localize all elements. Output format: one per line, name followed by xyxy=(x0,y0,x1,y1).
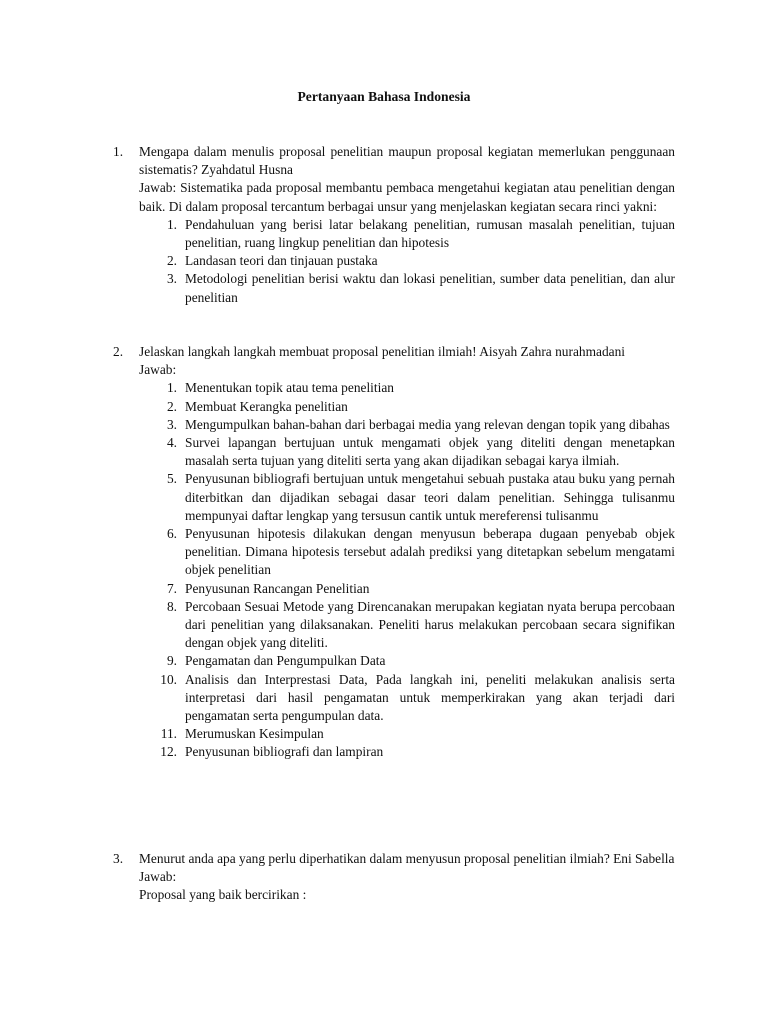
list-item-number: 2. xyxy=(166,398,177,414)
list-item-text: Pengamatan dan Pengumpulkan Data xyxy=(185,653,386,669)
list-item xyxy=(113,398,675,416)
list-item-text: Membuat Kerangka penelitian xyxy=(185,398,348,414)
list-item xyxy=(113,252,675,270)
list-item-number: 9. xyxy=(166,653,177,669)
list-item-text: Penyusunan bibliografi dan lampiran xyxy=(185,744,384,760)
answer-text: Proposal yang baik bercirikan : xyxy=(139,887,307,903)
list-item xyxy=(113,216,675,252)
list-item-number: 4. xyxy=(166,435,177,451)
list-item xyxy=(113,652,675,670)
list-item-number: 11. xyxy=(160,726,177,742)
answer-list xyxy=(113,379,675,761)
list-item-text: Merumuskan Kesimpulan xyxy=(185,726,324,742)
list-item-number: 12. xyxy=(160,744,177,760)
question-block xyxy=(113,343,675,762)
list-item-number: 1. xyxy=(166,216,177,232)
list-item-text: Menentukan topik atau tema penelitian xyxy=(185,380,394,396)
question-row xyxy=(113,343,675,361)
list-item-number: 8. xyxy=(166,598,177,614)
question-text: Menurut anda apa yang perlu diperhatikan dalam menyusun proposal penelitian ilmiah? Eni Sabella xyxy=(139,851,675,866)
list-item-text: Pendahuluan yang berisi latar belakang penelitian, rumusan masalah penelitian, tujuan penelitian, ruang lingkup penelitian dan hipotesis xyxy=(185,216,675,251)
list-item xyxy=(113,743,675,761)
answer-text: Jawab: xyxy=(139,869,177,885)
question-block xyxy=(113,850,675,905)
list-item-text: Analisis dan Interprestasi Data, Pada langkah ini, peneliti melakukan analisis serta interpretasi dari hasil pengamatan untuk memperkirakan yang akan terjadi dari pengamatan serta pengumpulan data. xyxy=(185,671,675,724)
list-item xyxy=(113,671,675,726)
list-item-text: Landasan teori dan tinjauan pustaka xyxy=(185,253,378,269)
list-item-number: 5. xyxy=(166,471,177,487)
list-item xyxy=(113,580,675,598)
document-title: Pertanyaan Bahasa Indonesia xyxy=(297,89,471,104)
list-item xyxy=(113,416,675,434)
question-row xyxy=(113,143,675,179)
list-item-text: Penyusunan hipotesis dilakukan dengan menyusun beberapa dugaan penyebab objek penelitian. Dimana hipotesis tersebut adalah prediksi yang ditetapkan sebelum mengatami objek penelitian xyxy=(185,526,675,578)
question-row xyxy=(113,850,675,868)
question-block xyxy=(113,143,675,307)
list-item-number: 6. xyxy=(166,526,177,542)
list-item-text: Percobaan Sesuai Metode yang Direncanakan merupakan kegiatan nyata berupa percobaan dari penelitian yang dilaksanakan. Peneliti harus melakukan percobaan secara signifikan dengan objek yang diteliti. xyxy=(185,598,675,651)
question-text: Jelaskan langkah langkah membuat proposal penelitian ilmiah! Aisyah Zahra nurahmadani xyxy=(139,344,626,359)
list-item xyxy=(113,470,675,525)
list-item xyxy=(113,725,675,743)
list-item-text: Penyusunan bibliografi bertujuan untuk mengetahui sebuah pustaka atau buku yang pernah diterbitkan dan dijadikan sebagai dasar teori dalam penelitian. Sehingga tulisanmu mempunyai daftar lengkap yang tersusun cantik untuk mereferensi tulisanmu xyxy=(185,471,675,523)
question-number: 1. xyxy=(113,144,124,159)
answer-text: Jawab: xyxy=(139,362,177,378)
list-item xyxy=(113,525,675,580)
list-item xyxy=(113,270,675,306)
list-item-number: 10. xyxy=(160,671,177,687)
list-item-number: 3. xyxy=(166,416,177,432)
question-number: 3. xyxy=(113,851,124,866)
list-item-number: 3. xyxy=(166,271,177,287)
list-item-number: 1. xyxy=(166,380,177,396)
list-item-number: 2. xyxy=(166,253,177,269)
answer-list xyxy=(113,216,675,307)
list-item xyxy=(113,434,675,470)
list-item-text: Mengumpulkan bahan-bahan dari berbagai media yang relevan dengan topik yang dibahas xyxy=(185,416,670,432)
list-item xyxy=(113,598,675,653)
list-item-text: Penyusunan Rancangan Penelitian xyxy=(185,580,370,596)
question-text: Mengapa dalam menulis proposal penelitian maupun proposal kegiatan memerlukan penggunaan sistematis? Zyahdatul Husna xyxy=(139,144,675,178)
answer-text: Jawab: Sistematika pada proposal membantu pembaca mengetahui kegiatan atau penelitian dengan baik. Di dalam proposal tercantum berbagai unsur yang menjelaskan kegiatan secara rinci yakni: xyxy=(139,180,675,214)
list-item-text: Survei lapangan bertujuan untuk mengamati objek yang diteliti dengan menetapkan masalah serta tujuan yang diteliti serta yang akan dijadikan sebagai karya ilmiah. xyxy=(185,435,675,469)
list-item-number: 7. xyxy=(166,580,177,596)
list-item-text: Metodologi penelitian berisi waktu dan lokasi penelitian, sumber data penelitian, dan alur penelitian xyxy=(185,271,675,305)
list-item xyxy=(113,379,675,397)
question-number: 2. xyxy=(113,344,124,359)
